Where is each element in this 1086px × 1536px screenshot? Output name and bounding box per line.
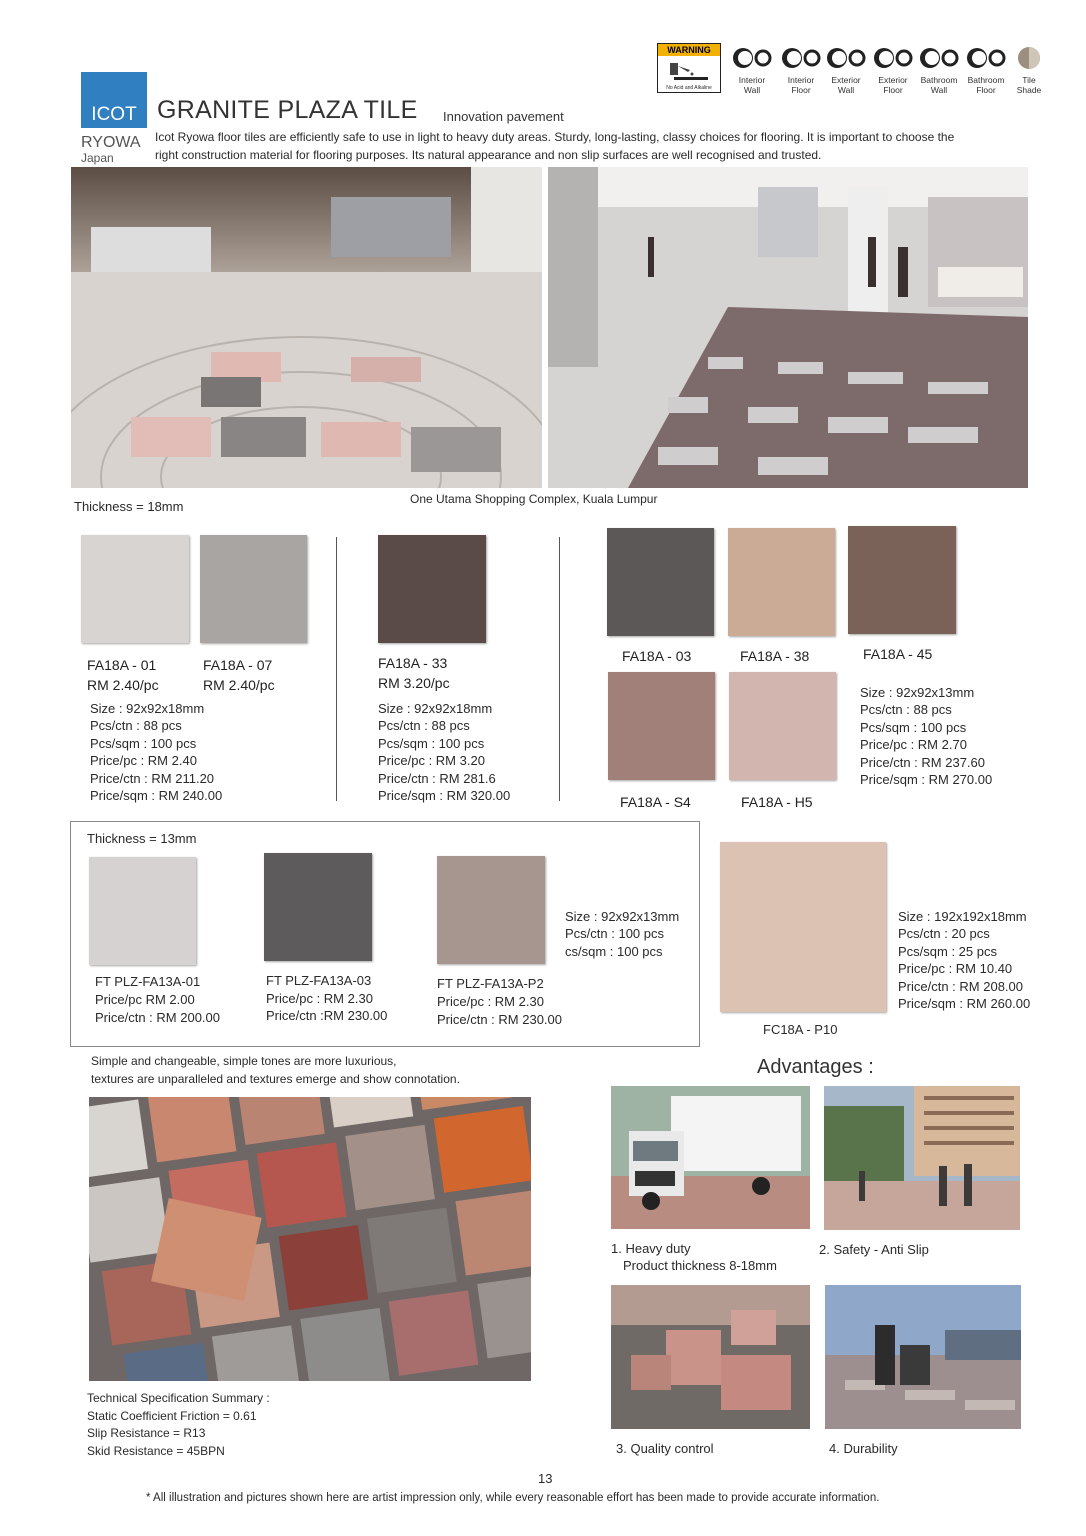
photo-caption: One Utama Shopping Complex, Kuala Lumpur — [410, 492, 658, 506]
tile-swatch-fa18a-07 — [200, 535, 307, 643]
advantage-label: 3. Quality control — [616, 1441, 714, 1456]
tile-swatch-ft-plz-fa13a-03 — [264, 853, 372, 961]
tile-code: FT PLZ-FA13A-01 — [95, 974, 201, 989]
tile-code: FA18A - 07 — [203, 657, 273, 673]
usage-exterior-floor — [870, 46, 916, 95]
tile-texture-photo — [89, 1097, 531, 1381]
tile-price: RM 2.40/pc — [87, 677, 159, 693]
advantage-label: 2. Safety - Anti Slip — [819, 1242, 929, 1257]
bathroom-wall-icon — [919, 46, 959, 70]
spec-line: Size : 92x92x18mm — [378, 701, 493, 716]
spec-line: Pcs/ctn : 88 pcs — [860, 702, 952, 717]
durability-photo — [825, 1285, 1021, 1429]
thickness-13-label: Thickness = 13mm — [87, 831, 197, 846]
logo-text: ICOT — [91, 104, 137, 125]
usage-bathroom-floor — [963, 46, 1009, 95]
tile-price: RM 3.20/pc — [378, 675, 450, 691]
advantages-title: Advantages : — [757, 1056, 874, 1078]
tile-code: FA18A - 45 — [863, 646, 933, 662]
tile-swatch-ft-plz-fa13a-p2 — [437, 856, 545, 964]
bathroom-floor-icon — [966, 46, 1006, 70]
brand-name: RYOWA — [81, 134, 141, 151]
tile-swatch-fa18a-33 — [378, 535, 486, 643]
tile-price-carton: Price/ctn :RM 230.00 — [266, 1008, 388, 1023]
page-subtitle: Innovation pavement — [443, 109, 564, 124]
divider — [336, 537, 337, 801]
spec-line: Pcs/sqm : 100 pcs — [860, 720, 967, 735]
usage-label: Exterior Wall — [831, 75, 861, 95]
spec-line: Pcs/sqm : 25 pcs — [898, 944, 997, 959]
page-number: 13 — [538, 1471, 553, 1486]
spec-line: Pcs/ctn : 100 pcs — [565, 926, 664, 941]
intro-text-line-1: Icot Ryowa floor tiles are efficiently safe to use in light to heavy duty areas. Sturdy, long-lasting, classy choices for flooring. It is important to choose the — [155, 130, 955, 144]
usage-bathroom-wall — [916, 46, 962, 95]
acid-warning-icon — [664, 60, 714, 82]
tile-code: FT PLZ-FA13A-03 — [266, 973, 372, 988]
mall-floor-photo-left — [71, 167, 542, 488]
tile-code: FT PLZ-FA13A-P2 — [437, 976, 544, 991]
tile-price: Price/pc : RM 2.30 — [437, 994, 544, 1009]
tile-code: FA18A - 38 — [740, 648, 810, 664]
usage-label: Bathroom Floor — [967, 75, 1005, 95]
quality-control-photo — [611, 1285, 810, 1429]
usage-interior-floor — [778, 46, 824, 95]
spec-line: Price/pc : RM 10.40 — [898, 961, 1013, 976]
usage-tile-shade — [1006, 46, 1052, 95]
tile-swatch-fc18a-p10 — [720, 842, 886, 1012]
warning-caption: No Acid and Alkaline — [666, 85, 712, 91]
thickness-18-label: Thickness = 18mm — [74, 499, 184, 514]
tile-swatch-ft-plz-fa13a-01 — [89, 857, 196, 965]
truck-photo — [611, 1086, 810, 1229]
tech-spec-title: Technical Specification Summary : — [87, 1391, 270, 1405]
usage-label: Exterior Floor — [878, 75, 908, 95]
advantage-label: 4. Durability — [829, 1441, 898, 1456]
anti-slip-photo — [824, 1086, 1020, 1230]
spec-line: Pcs/sqm : 100 pcs — [90, 736, 197, 751]
tile-price-carton: Price/ctn : RM 200.00 — [95, 1010, 220, 1025]
tile-price: Price/pc RM 2.00 — [95, 992, 195, 1007]
tile-code: FA18A - S4 — [620, 794, 691, 810]
tile-price: RM 2.40/pc — [203, 677, 275, 693]
spec-line: Price/ctn : RM 208.00 — [898, 979, 1023, 994]
spec-line: Price/pc : RM 2.40 — [90, 753, 197, 768]
spec-line: Price/ctn : RM 237.60 — [860, 755, 985, 770]
tile-swatch-fa18a-h5 — [729, 672, 836, 780]
tile-code: FA18A - 01 — [87, 657, 157, 673]
spec-line: Size : 92x92x18mm — [90, 701, 205, 716]
tile-swatch-fa18a-03 — [607, 528, 714, 636]
advantage-label: 1. Heavy duty — [611, 1241, 691, 1256]
usage-interior-wall — [729, 46, 775, 95]
usage-label: Interior Floor — [787, 75, 815, 95]
divider — [559, 537, 560, 801]
spec-line: Pcs/ctn : 20 pcs — [898, 926, 990, 941]
usage-label: Tile Shade — [1016, 75, 1042, 95]
tile-swatch-fa18a-01 — [81, 535, 189, 643]
mall-floor-photo-right — [548, 167, 1028, 488]
tile-swatch-fa18a-38 — [728, 528, 835, 636]
spec-line: cs/sqm : 100 pcs — [565, 944, 663, 959]
spec-line: Price/ctn : RM 211.20 — [90, 771, 215, 786]
tile-code: FC18A - P10 — [763, 1022, 838, 1037]
spec-line: Size : 92x92x13mm — [860, 685, 975, 700]
spec-line: Price/sqm : RM 320.00 — [378, 788, 511, 803]
spec-line: Pcs/ctn : 88 pcs — [90, 718, 182, 733]
advantage-sublabel: Product thickness 8-18mm — [623, 1258, 777, 1273]
warning-title: WARNING — [658, 44, 720, 56]
usage-label: Interior Wall — [738, 75, 766, 95]
intro-text-line-2: right construction material for flooring purposes. Its natural appearance and non slip surfaces are well recognised and trusted. — [155, 148, 822, 162]
tech-spec-line: Slip Resistance = R13 — [87, 1426, 206, 1440]
brand-country: Japan — [81, 151, 114, 165]
usage-label: Bathroom Wall — [920, 75, 958, 95]
spec-line: Price/ctn : RM 281.6 — [378, 771, 496, 786]
spec-line: Price/sqm : RM 260.00 — [898, 996, 1031, 1011]
tech-spec-line: Static Coefficient Friction = 0.61 — [87, 1409, 257, 1423]
tile-swatch-fa18a-s4 — [608, 672, 715, 780]
page-title: GRANITE PLAZA TILE — [157, 96, 418, 124]
warning-label — [657, 43, 721, 93]
description-line-2: textures are unparalleled and textures emerge and show connotation. — [91, 1072, 460, 1086]
tile-swatch-fa18a-45 — [848, 526, 956, 634]
tile-shade-icon — [1009, 46, 1049, 70]
spec-line: Pcs/sqm : 100 pcs — [378, 736, 485, 751]
disclaimer: * All illustration and pictures shown here are artist impression only, while every reasonable effort has been made to provide accurate information. — [146, 1492, 880, 1504]
spec-line: Price/sqm : RM 240.00 — [90, 788, 223, 803]
spec-line: Pcs/ctn : 88 pcs — [378, 718, 470, 733]
spec-line: Size : 192x192x18mm — [898, 909, 1027, 924]
spec-line: Price/pc : RM 3.20 — [378, 753, 485, 768]
tile-code: FA18A - 03 — [622, 648, 692, 664]
tile-code: FA18A - H5 — [741, 794, 813, 810]
exterior-wall-icon — [826, 46, 866, 70]
spec-line: Price/sqm : RM 270.00 — [860, 772, 993, 787]
spec-line: Price/pc : RM 2.70 — [860, 737, 967, 752]
tech-spec-line: Skid Resistance = 45BPN — [87, 1444, 225, 1458]
tile-code: FA18A - 33 — [378, 655, 448, 671]
tile-price-carton: Price/ctn : RM 230.00 — [437, 1012, 562, 1027]
interior-wall-icon — [732, 46, 772, 70]
usage-exterior-wall — [823, 46, 869, 95]
exterior-floor-icon — [873, 46, 913, 70]
description-line-1: Simple and changeable, simple tones are more luxurious, — [91, 1054, 397, 1068]
spec-line: Size : 92x92x13mm — [565, 909, 680, 924]
tile-price: Price/pc : RM 2.30 — [266, 991, 373, 1006]
interior-floor-icon — [781, 46, 821, 70]
